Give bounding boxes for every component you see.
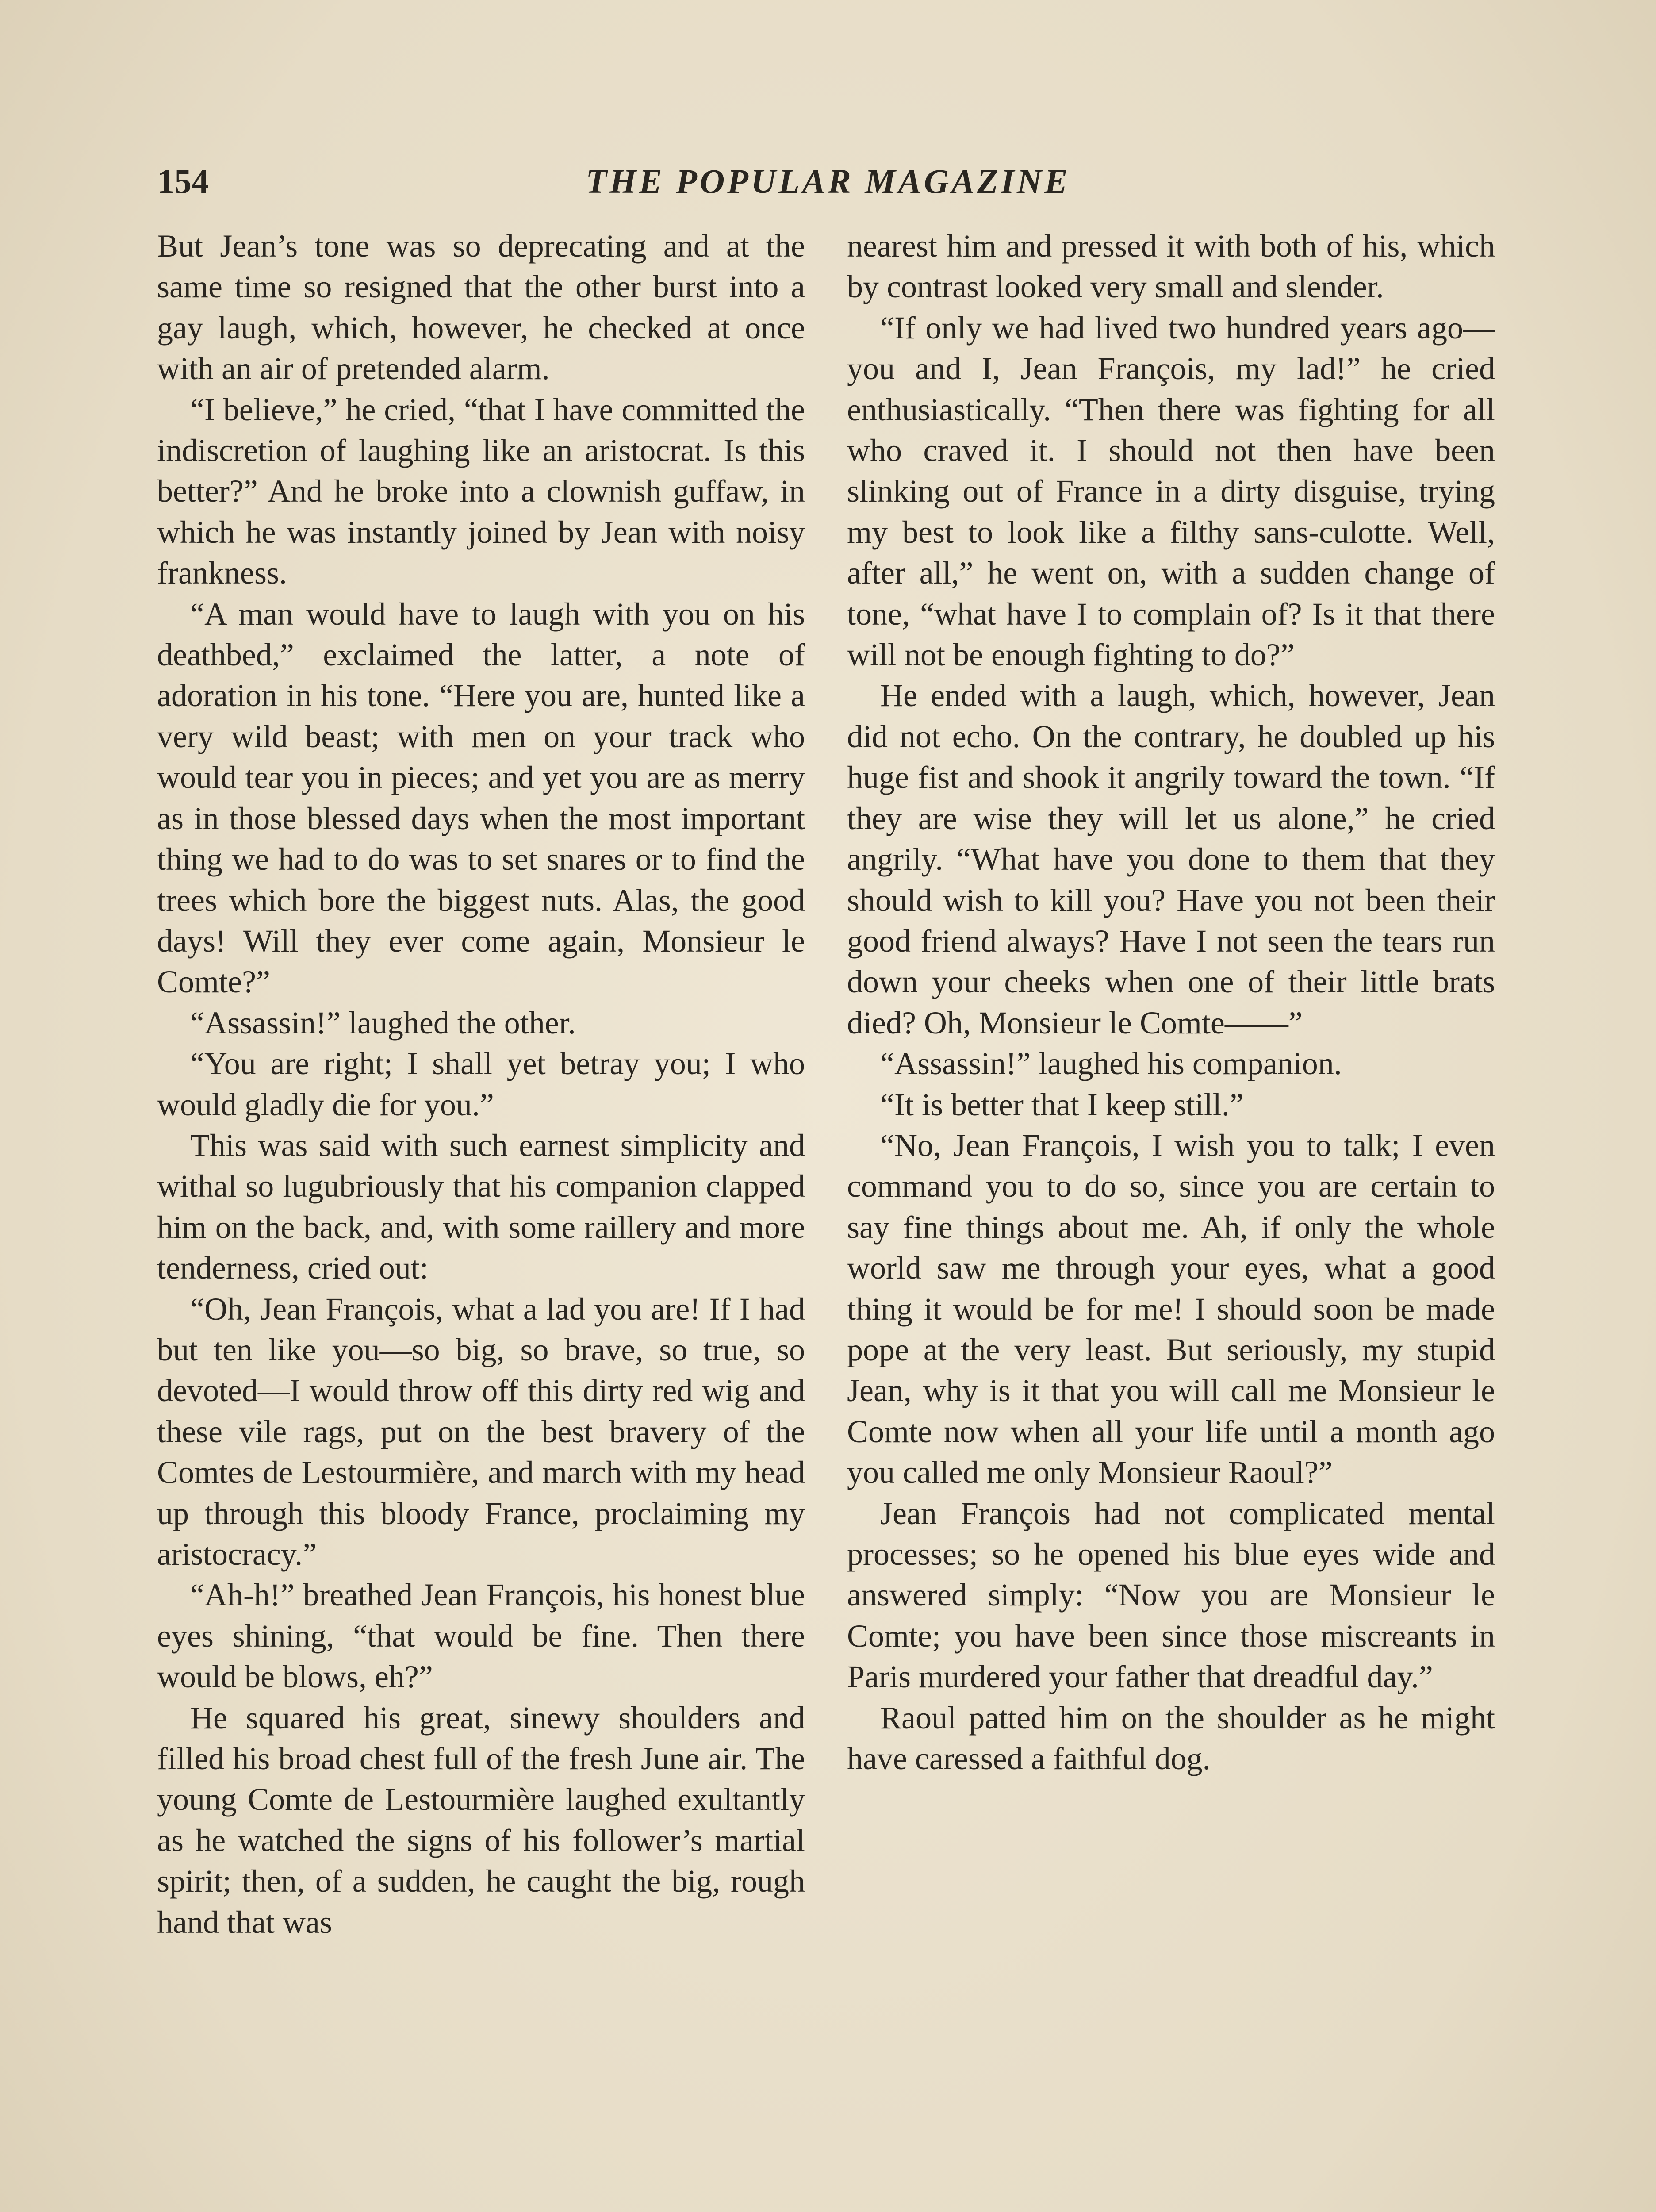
left-column: [157, 226, 805, 1943]
paragraph: “Assassin!” laughed the other.: [190, 1005, 576, 1041]
running-title: THE POPULAR MAGAZINE: [586, 162, 1070, 200]
page-number: 154: [157, 162, 209, 200]
paragraph: “Ah-h!” breathed Jean François, his honest blue eyes shining, “that would be fine. Then there would be blows, eh?”: [157, 1577, 805, 1695]
paragraph: This was said with such earnest simplicity and withal so lugubriously that his companion clapped him on the back, and, with some raillery and more tenderness, cried out:: [157, 1127, 805, 1286]
paragraph: “Oh, Jean François, what a lad you are! If I had but ten like you—so big, so brave, so true, so devoted—I would throw off this dirty red wig and these vile rags, put on the best bravery of the Comtes de Lestourmière, and march with my head up through this bloody France, proclaiming my aristocracy.”: [157, 1291, 805, 1572]
paragraph: But Jean’s tone was so deprecating and at the same time so resigned that the other burst into a gay laugh, which, however, he checked at once with an air of pretended alarm.: [157, 228, 805, 387]
paragraph: He ended with a laugh, which, however, Jean did not echo. On the contrary, he doubled up his huge fist and shook it angrily toward the town. “If they are wise they will let us alone,” he cried angrily. “What have you done to them that they should wish to kill you? Have you not been their good friend always? Have I not seen the tears run down your cheeks when one of their little brats died? Oh, Monsieur le Comte——”: [847, 678, 1495, 1041]
right-column: [847, 226, 1495, 1779]
paragraph: He squared his great, sinewy shoulders and filled his broad chest full of the fresh June air. The young Comte de Lestourmière laughed exultantly as he watched the signs of his follower’s martial spirit; then, of a sudden, he caught the big, rough hand that was: [157, 1700, 805, 1940]
paragraph: “Assassin!” laughed his companion.: [880, 1046, 1342, 1082]
paragraph: Raoul patted him on the shoulder as he might have caressed a faithful dog.: [847, 1700, 1495, 1777]
paragraph: “You are right; I shall yet betray you; I who would gladly die for you.”: [157, 1046, 805, 1122]
paragraph: “If only we had lived two hundred years ago—you and I, Jean François, my lad!” he cried enthusiastically. “Then there was fighting for all who craved it. I should not then have been slinking out of France in a dirty disguise, trying my best to look like a filthy sans-culotte. Well, after all,” he went on, with a sudden change of tone, “what have I to complain of? Is it that there will not be enough fighting to do?”: [847, 310, 1495, 673]
paragraph: “I believe,” he cried, “that I have committed the indiscretion of laughing like an aristocrat. Is this better?” And he broke into a clownish guffaw, in which he was instantly joined by Jean with noisy frankness.: [157, 392, 805, 591]
paragraph: nearest him and pressed it with both of his, which by contrast looked very small and slender.: [847, 228, 1495, 305]
paragraph: Jean François had not complicated mental processes; so he opened his blue eyes wide and answered simply: “Now you are Monsieur le Comte; you have been since those miscreants in Paris murdered your father that dreadful day.”: [847, 1495, 1495, 1695]
paragraph: “No, Jean François, I wish you to talk; I even command you to do so, since you are certain to say fine things about me. Ah, if only the whole world saw me through your eyes, what a good thing it would be for me! I should soon be made pope at the very least. But seriously, my stupid Jean, why is it that you will call me Monsieur le Comte now when all your life until a month ago you called me only Monsieur Raoul?”: [847, 1127, 1495, 1490]
page-header: [0, 153, 1656, 210]
paragraph: “A man would have to laugh with you on his deathbed,” exclaimed the latter, a note of adoration in his tone. “Here you are, hunted like a very wild beast; with men on your track who would tear you in pieces; and yet you are as merry as in those blessed days when the most important thing we had to do was to set snares or to find the trees which bore the biggest nuts. Alas, the good days! Will they ever come again, Monsieur le Comte?”: [157, 596, 805, 1000]
paragraph: “It is better that I keep still.”: [880, 1087, 1244, 1122]
